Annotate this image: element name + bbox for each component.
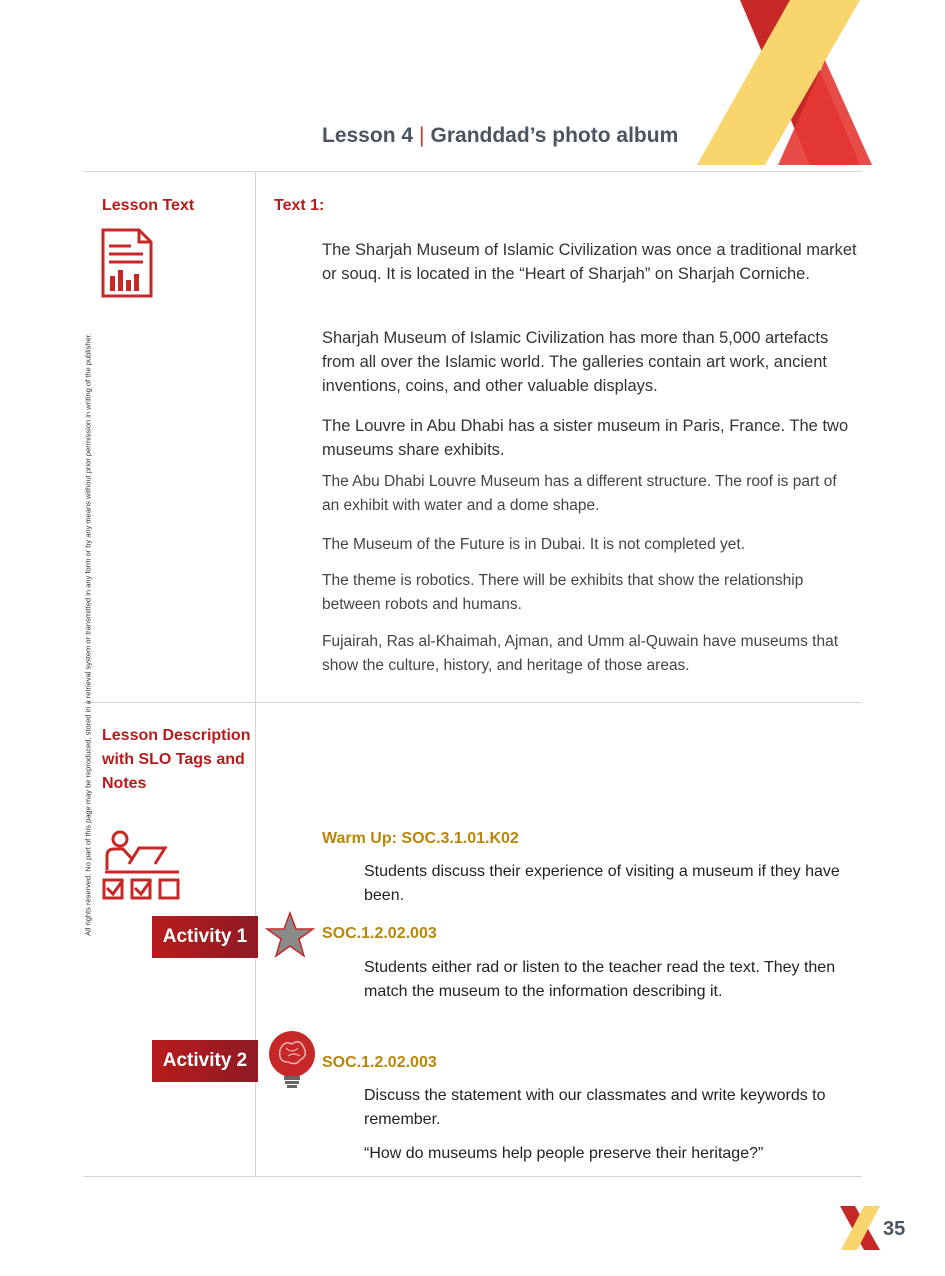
activity-1-text: Students either rad or listen to the teacher read the text. They then match the museum to the information describing it. [364,959,836,1000]
text-heading: Text 1: [274,197,325,214]
paragraph: The theme is robotics. There will be exhibits that show the relationship between robots and humans. [322,572,804,613]
paragraph: Fujairah, Ras al-Khaimah, Ajman, and Umm al-Quwain have museums that show the culture, history, and heritage of those areas. [322,633,839,674]
copyright-notice: All rights reserved. No part of this page may be reproduced, stored in a retrieval system or transmitted in any form or by any means without prior permission in writing of the publisher. [83,333,93,936]
paragraph: The Louvre in Abu Dhabi has a sister museum in Paris, France. The two museums share exhibits. [322,417,849,459]
activity-2-tag: SOC.1.2.02.003 [322,1054,437,1071]
paragraph: Sharjah Museum of Islamic Civilization has more than 5,000 artefacts from all over the Islamic world. The galleries contain art work, ancient inventions, coins, and other valuable displays. [322,329,829,395]
bottom-divider [83,1176,862,1177]
activity-2-quote: “How do museums help people preserve their heritage?” [364,1145,764,1162]
header-separator: | [419,124,425,147]
column-divider [255,171,256,1176]
warm-up-text: Students discuss their experience of visiting a museum if they have been. [364,863,840,904]
activity-2-badge: Activity 2 [152,1040,258,1082]
lesson-header [322,124,678,148]
middle-divider [83,702,862,703]
document-chart-icon [101,228,153,298]
paragraph: The Museum of the Future is in Dubai. It is not completed yet. [322,536,746,553]
star-icon [265,911,315,959]
warm-up-tag: Warm Up: SOC.3.1.01.K02 [322,830,519,847]
teacher-checklist-icon [101,830,183,902]
lightbulb-brain-icon [266,1030,318,1092]
activity-2-text: Discuss the statement with our classmates and write keywords to remember. [364,1087,826,1128]
activity-1-tag: SOC.1.2.02.003 [322,925,437,942]
paragraph: The Sharjah Museum of Islamic Civilization was once a traditional market or souq. It is located in the “Heart of Sharjah” on Sharjah Corniche. [322,241,857,283]
activity-1-badge: Activity 1 [152,916,258,958]
paragraph: The Abu Dhabi Louvre Museum has a different structure. The roof is part of an exhibit with water and a dome shape. [322,473,837,514]
lesson-text-label: Lesson Text [102,197,195,214]
top-divider [83,171,862,172]
page-number: 35 [883,1218,906,1240]
lesson-description-label: Lesson Description with SLO Tags and Notes [102,727,251,792]
lesson-title: Granddad’s photo album [430,124,679,147]
lesson-number: Lesson 4 [322,124,414,147]
